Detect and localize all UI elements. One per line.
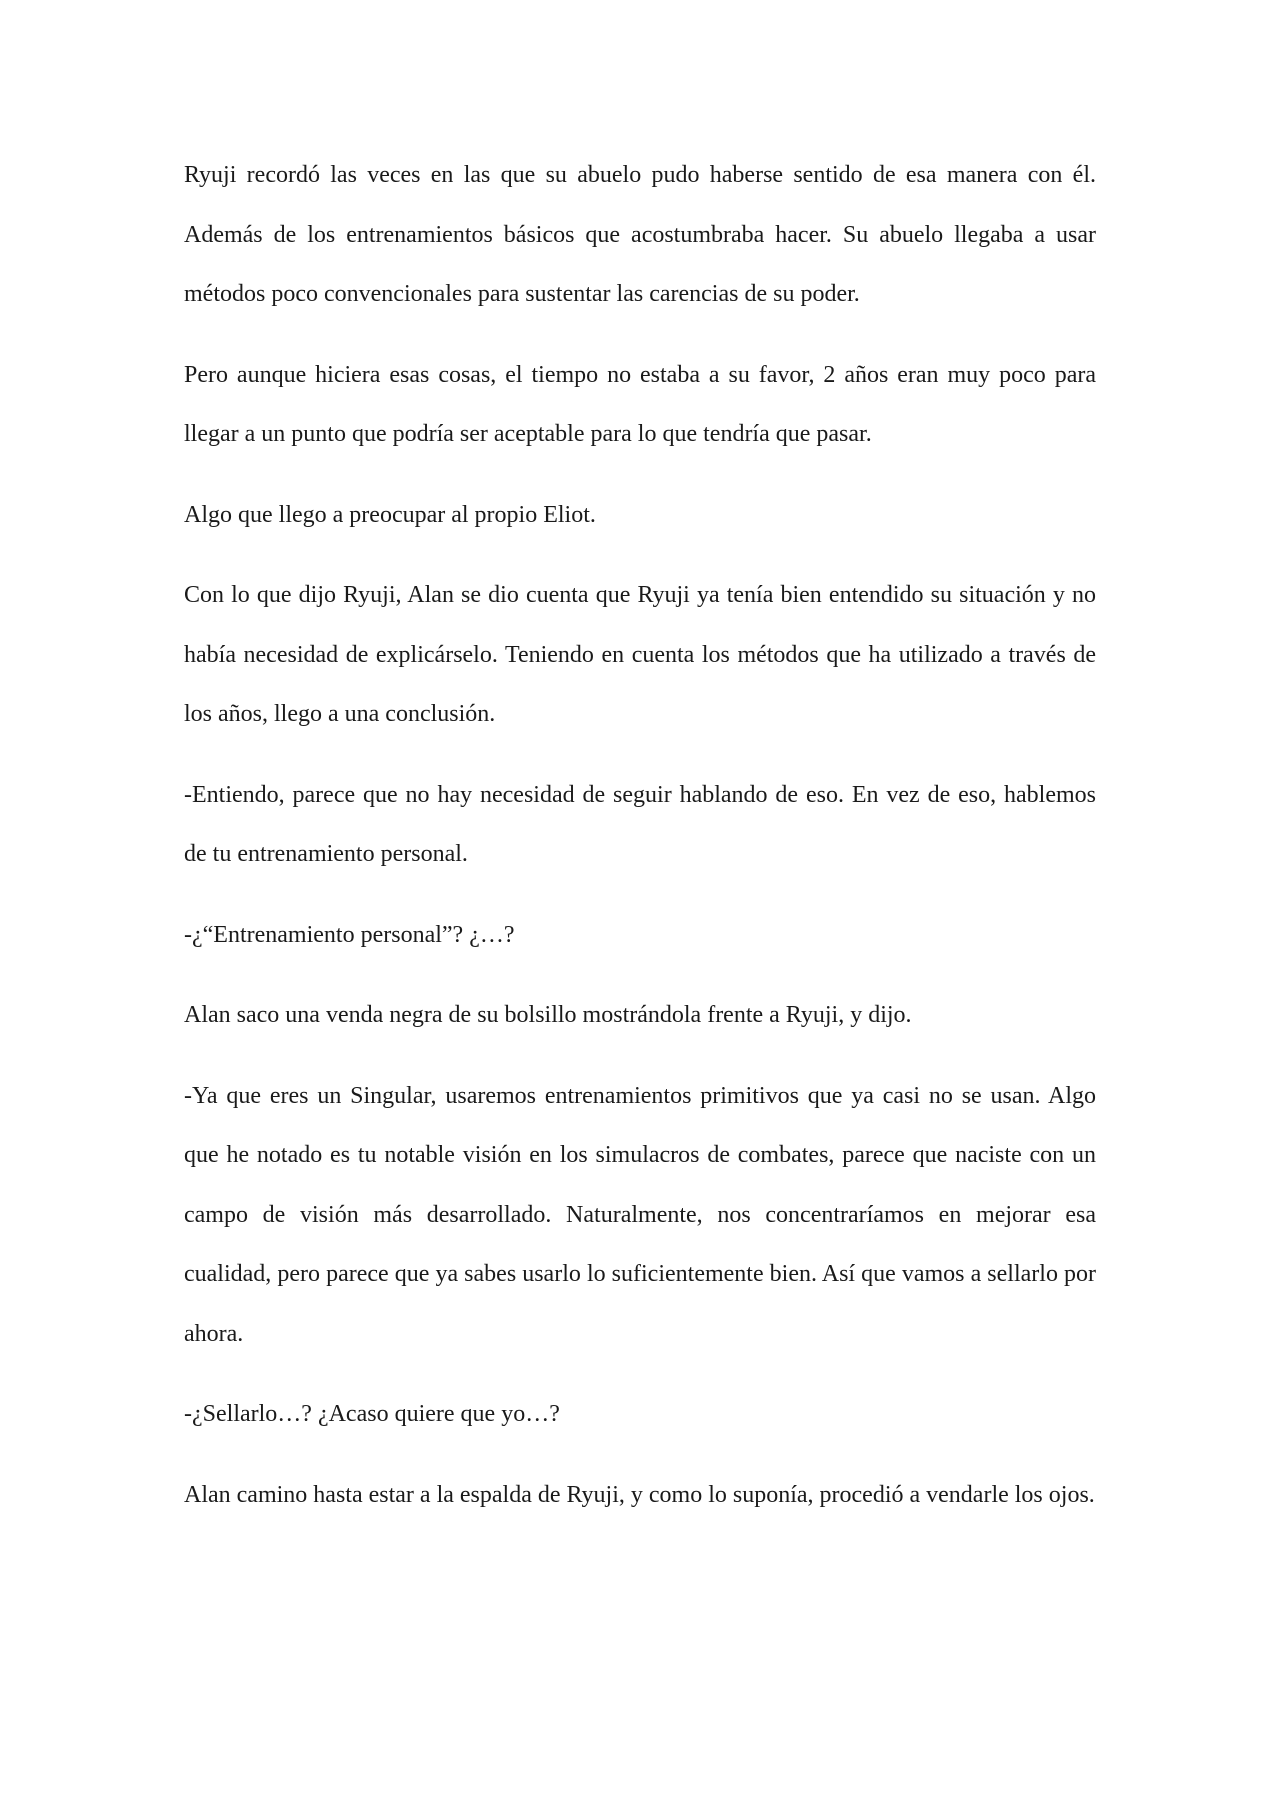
paragraph-narration: Alan saco una venda negra de su bolsillo mostrándola frente a Ryuji, y dijo. [184, 1002, 912, 1028]
paragraph-narration: Pero aunque hiciera esas cosas, el tiempo no estaba a su favor, 2 años eran muy poco para llegar a un punto que podría ser aceptable para lo que tendría que pasar. [184, 361, 1096, 447]
paragraph-dialogue: -¿Sellarlo…? ¿Acaso quiere que yo…? [184, 1401, 560, 1427]
paragraph-narration: Algo que llego a preocupar al propio Eliot. [184, 501, 596, 528]
paragraph-narration: Con lo que dijo Ryuji, Alan se dio cuenta que Ryuji ya tenía bien entendido su situación y no había necesidad de explicárselo. Teniendo en cuenta los métodos que ha utilizado a través de los años, llego a una conclusión. [184, 582, 1096, 727]
paragraph-dialogue: -¿“Entrenamiento personal”? ¿…? [184, 921, 515, 948]
paragraph-narration: Alan camino hasta estar a la espalda de Ryuji, y como lo suponía, procedió a vendarle los ojos. [184, 1481, 1095, 1508]
paragraph-dialogue: -Entiendo, parece que no hay necesidad de seguir hablando de eso. En vez de eso, hablemos de tu entrenamiento personal. [184, 781, 1096, 867]
document-body [184, 146, 1096, 1525]
paragraph-narration: Ryuji recordó las veces en las que su abuelo pudo haberse sentido de esa manera con él. Además de los entrenamientos básicos que acostumbraba hacer. Su abuelo llegaba a usar métodos poco convencionales para sustentar las carencias de su poder. [184, 162, 1096, 307]
paragraph-dialogue: -Ya que eres un Singular, usaremos entrenamientos primitivos que ya casi no se usan. Algo que he notado es tu notable visión en los simulacros de combates, parece que naciste con un campo de visión más desarrollado. Naturalmente, nos concentraríamos en mejorar esa cualidad, pero parece que ya sabes usarlo lo suficientemente bien. Así que vamos a sellarlo por ahora. [184, 1082, 1096, 1347]
